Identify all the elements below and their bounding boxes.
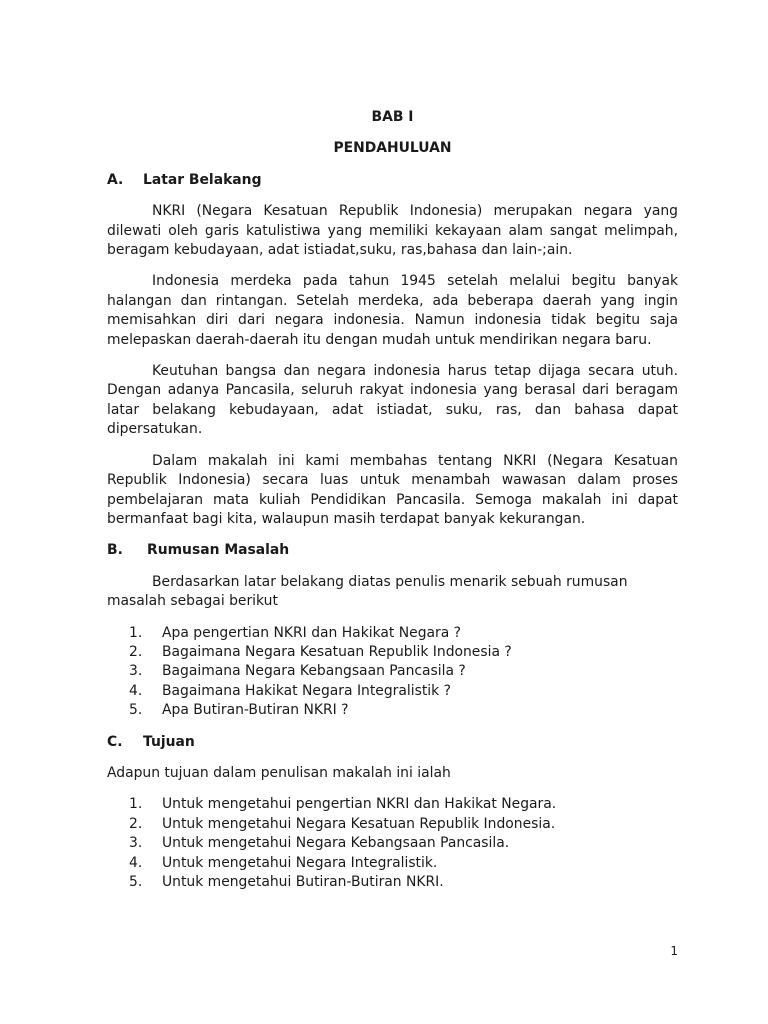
list-text: Apa Butiran-Butiran NKRI ? xyxy=(162,702,349,719)
chapter-number: BAB I xyxy=(371,109,414,125)
list-number: 3. xyxy=(129,835,143,852)
paragraph: NKRI (Negara Kesatuan Republik Indonesia) merupakan negara yang dilewati oleh garis katulistiwa yang memiliki kekayaan alam sangat melimpah, beragam kebudayaan, adat istiadat,suku, ras,bahasa dan lain-;ain. xyxy=(107,203,678,259)
list-item xyxy=(107,815,678,834)
section-b-letter: B. xyxy=(107,542,123,559)
list-text: Untuk mengetahui pengertian NKRI dan Hakikat Negara. xyxy=(162,796,557,813)
list-item xyxy=(107,795,678,814)
problem-list xyxy=(107,624,678,721)
objective-list xyxy=(107,795,678,892)
section-a-heading xyxy=(107,171,678,190)
list-text: Untuk mengetahui Negara Kebangsaan Pancasila. xyxy=(162,835,510,852)
list-number: 1. xyxy=(129,624,143,641)
list-item xyxy=(107,854,678,873)
list-text: Untuk mengetahui Butiran-Butiran NKRI. xyxy=(162,874,444,890)
list-item xyxy=(107,873,678,892)
list-text: Bagaimana Negara Kebangsaan Pancasila ? xyxy=(162,663,466,680)
section-c-title: Tujuan xyxy=(143,733,195,750)
paragraph: Dalam makalah ini kami membahas tentang NKRI (Negara Kesatuan Republik Indonesia) secara luas untuk menambah wawasan dalam proses pembelajaran mata kuliah Pendidikan Pancasila. Semoga makalah ini dapat bermanfaat bagi kita, walaupun masih terdapat banyak kekurangan. xyxy=(107,452,678,527)
list-number: 2. xyxy=(129,815,143,832)
list-item xyxy=(107,662,678,681)
list-number: 1. xyxy=(129,796,143,813)
section-c-letter: C. xyxy=(107,733,123,750)
list-number: 5. xyxy=(129,702,143,719)
list-item xyxy=(107,643,678,662)
list-number: 4. xyxy=(129,854,143,871)
paragraph: Indonesia merdeka pada tahun 1945 setelah melalui begitu banyak halangan dan rintangan. Setelah merdeka, ada beberapa daerah yang ingin memisahkan diri dari negara indonesia. Namun indonesia tidak begitu saja melepaskan daerah-daerah itu dengan mudah untuk mendirikan negara baru. xyxy=(107,273,678,348)
list-text: Apa pengertian NKRI dan Hakikat Negara ? xyxy=(162,624,462,641)
list-text: Untuk mengetahui Negara Kesatuan Republik Indonesia. xyxy=(162,815,556,832)
list-text: Bagaimana Negara Kesatuan Republik Indonesia ? xyxy=(162,643,512,660)
list-number: 4. xyxy=(129,682,143,699)
section-a-title: Latar Belakang xyxy=(143,171,262,188)
section-a-letter: A. xyxy=(107,171,124,188)
list-text: Bagaimana Hakikat Negara Integralistik ? xyxy=(162,682,451,699)
section-b-intro: Berdasarkan latar belakang diatas penulis menarik sebuah rumusan masalah sebagai berikut xyxy=(107,573,628,610)
list-number: 3. xyxy=(129,663,143,680)
section-c-heading xyxy=(107,733,678,752)
section-c-intro: Adapun tujuan dalam penulisan makalah ini ialah xyxy=(107,764,451,781)
list-item xyxy=(107,701,678,720)
list-item xyxy=(107,682,678,701)
list-number: 5. xyxy=(129,874,143,890)
chapter-title: PENDAHULUAN xyxy=(333,140,452,157)
document-page xyxy=(107,108,678,904)
section-b-title: Rumusan Masalah xyxy=(147,542,290,559)
list-number: 2. xyxy=(129,643,143,660)
list-item xyxy=(107,834,678,853)
paragraph: Keutuhan bangsa dan negara indonesia harus tetap dijaga secara utuh. Dengan adanya Pancasila, seluruh rakyat indonesia yang berasal dari beragam latar belakang kebudayaan, adat istiadat, suku, ras, dan bahasa dapat dipersatukan. xyxy=(107,363,678,438)
list-text: Untuk mengetahui Negara Integralistik. xyxy=(162,854,438,871)
list-item xyxy=(107,624,678,643)
page-number: 1 xyxy=(670,944,678,958)
section-b-heading xyxy=(107,541,678,560)
